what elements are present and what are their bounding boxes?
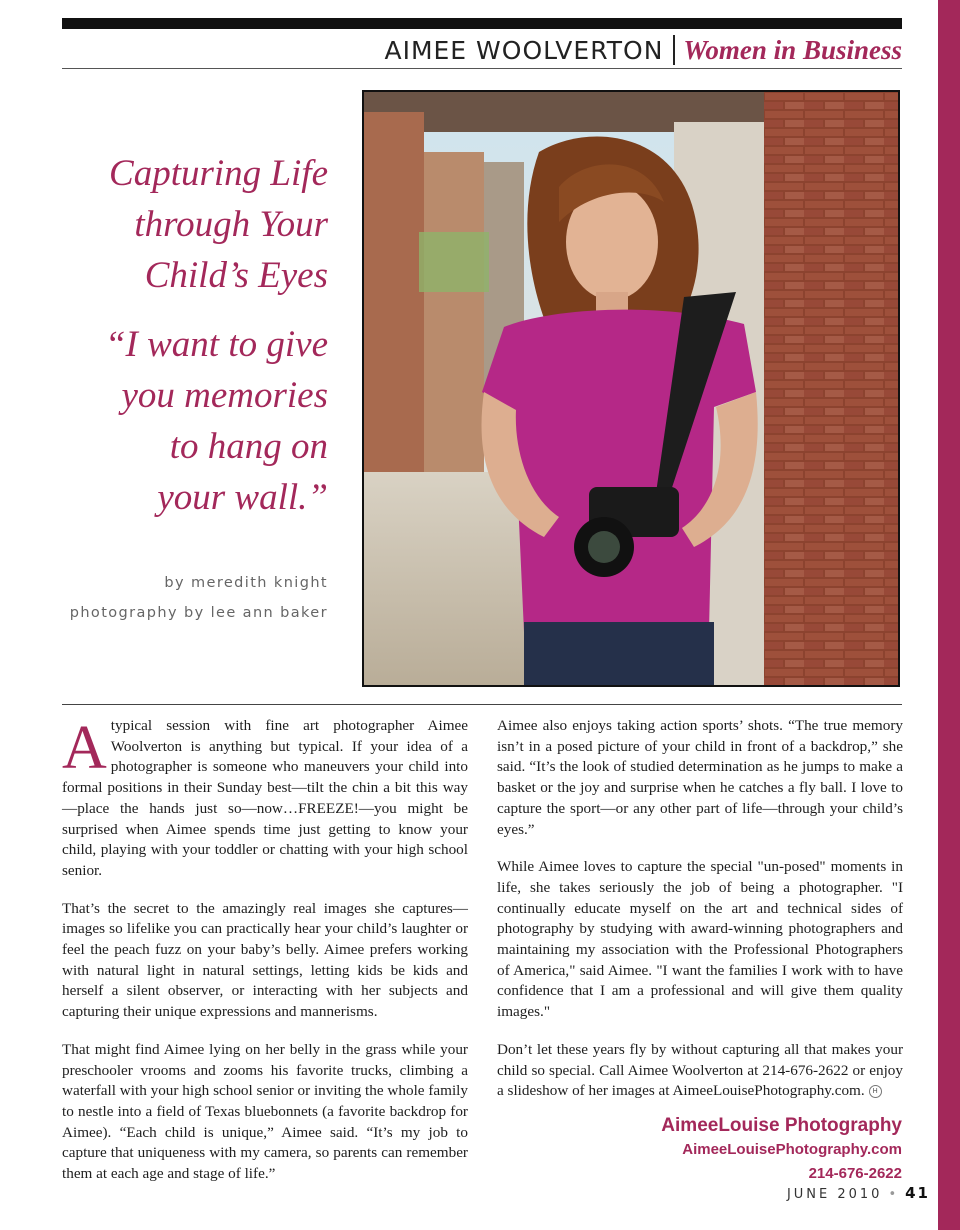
- headline-line: Child’s Eyes: [144, 255, 328, 296]
- portrait-photo: [362, 90, 900, 687]
- pull-quote-line: you memories: [121, 375, 328, 416]
- headline-line: through Your: [134, 204, 328, 245]
- headline-block: [60, 148, 328, 523]
- article-paragraph: That’s the secret to the amazingly real images she captures—images so lifelike you can practically hear your child’s laughter or feel the peach fuzz on your baby’s belly. Aimee prefers working with natural light in natural settings, letting kids be kids and herself a silent observer, or interacting with her subjects and capturing their unique expressions and mannerisms.: [62, 899, 468, 1021]
- top-rule: [62, 18, 902, 29]
- drop-cap: A: [62, 714, 107, 782]
- section-rule: [62, 704, 902, 705]
- article-column-right: [497, 716, 903, 1119]
- website-link[interactable]: AimeeLouisePhotography.com: [682, 1141, 902, 1158]
- end-mark-icon: H: [869, 1085, 882, 1098]
- issue-date: JUNE 2010: [786, 1187, 883, 1202]
- portrait-photo-illustration: [364, 92, 898, 685]
- contact-block: [560, 1114, 902, 1186]
- page-footer: [600, 1184, 930, 1202]
- photographer-credit: photography by lee ann baker: [69, 605, 328, 621]
- article-paragraph: Aimee also enjoys taking action sports’ shots. “The true memory isn’t in a posed picture of your child in front of a backdrop,” she said. “It’s the look of studied determination as he jumps to make a basket or the joy and surprise when he catches a fly ball. I love to capture the sport—or any other part of life—through your child’s eyes.”: [497, 717, 903, 838]
- header-name: AIMEE WOOLVERTON: [384, 35, 664, 65]
- credits: [60, 568, 328, 628]
- article-paragraph: While Aimee loves to capture the special "un-posed" moments in life, she takes seriously the job of being a photographer. "I continually educate myself on the art and technical sides of photography by studying with award-winning photographers and maintaining my association with the Professional Photographers of America," said Aimee. "I want the families I work with to have confidence that I am a professional and will give them quality images.": [497, 858, 903, 1021]
- article-column-left: [62, 716, 468, 1202]
- footer-separator: •: [888, 1187, 900, 1202]
- pull-quote-line: “I want to give: [104, 324, 328, 365]
- paragraph-text: typical session with fine art photographer Aimee Woolverton is anything but typical. If your idea of a photographer is someone who maneuvers your child into formal positions in their Sunday best—tilt the chin a bit this way—place the hands just so—now…FREEZE!—you might be surprised when Aimee spends time just getting to know your child, playing with your toddler or chatting with your high school senior.: [62, 717, 468, 879]
- article-paragraph: [62, 716, 468, 882]
- article-paragraph: [497, 1040, 903, 1102]
- business-name: AimeeLouise Photography: [661, 1115, 902, 1136]
- pull-quote-line: your wall.”: [157, 477, 328, 518]
- pull-quote-line: to hang on: [169, 426, 328, 467]
- page-header: [62, 32, 902, 69]
- phone-number: 214-676-2622: [808, 1165, 902, 1182]
- side-accent-bar: [938, 0, 960, 1230]
- header-section: Women in Business: [683, 34, 902, 65]
- pull-quote: [60, 319, 328, 523]
- page-number: 41: [905, 1184, 930, 1202]
- author-credit: by meredith knight: [164, 575, 328, 591]
- headline-line: Capturing Life: [109, 153, 328, 194]
- paragraph-text: Don’t let these years fly by without capturing all that makes your child so special. Call Aimee Woolverton at 214-676-2622 or enjoy a slideshow of her images at AimeeLouisePhotography.com.: [497, 1040, 903, 1100]
- headline: [60, 148, 328, 301]
- article-paragraph: That might find Aimee lying on her belly in the grass while your preschooler vrooms and zooms his favorite trucks, climbing a waterfall with your high school senior or inviting the whole family to nestle into a field of Texas bluebonnets (a favorite backdrop for Aimee). “Each child is unique,” Aimee said. “It’s my job to capture that uniqueness with my camera, so parents can remember them at each age and stage of life.”: [62, 1040, 468, 1183]
- header-divider: [673, 35, 675, 65]
